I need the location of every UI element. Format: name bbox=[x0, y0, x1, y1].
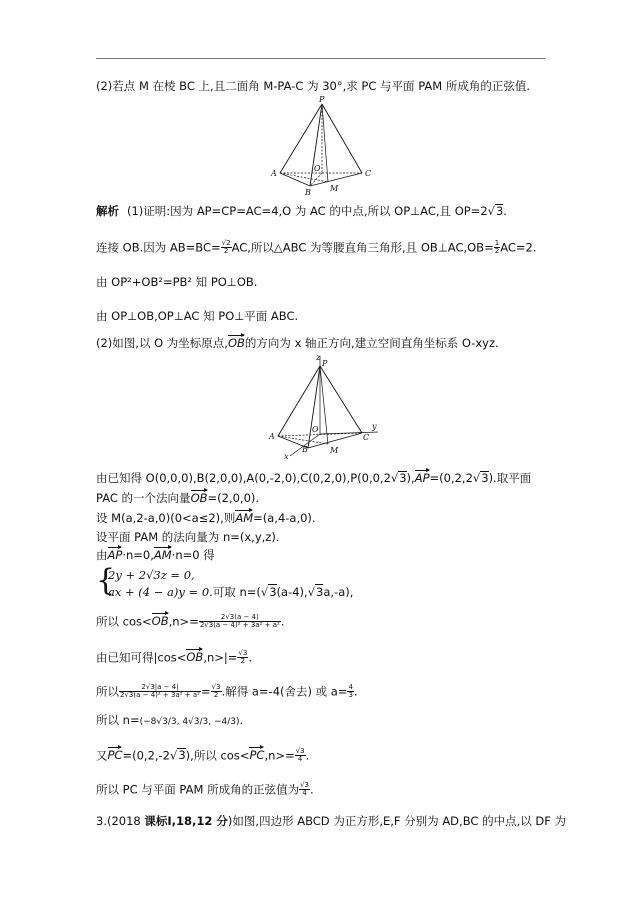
line-answer: 所以 PC 与平面 PAM 所成角的正弦值为 $\frac{√3}{4}$ . bbox=[96, 781, 314, 798]
line-pythagoras: 由 OP²+OB²=PB² 知 PO⊥OB. bbox=[96, 275, 258, 289]
label-o: O bbox=[312, 425, 319, 434]
label-z: z bbox=[316, 353, 321, 362]
fraction: $\frac{2√3|a - 4|}{\text{2√3(a − 4)² + 3a² + a²}}$ bbox=[120, 683, 200, 700]
edge-ab bbox=[280, 173, 310, 186]
fraction: $\frac{√3}{2}$ bbox=[211, 683, 221, 700]
edge-am bbox=[278, 436, 328, 444]
fraction: $\frac{√2}{2}$ bbox=[221, 239, 231, 256]
header-rule bbox=[96, 58, 545, 59]
label-y: y bbox=[372, 422, 377, 431]
line-known-cos: 由已知可得|cos<OB,n>|= $\frac{√3}{2}$ . bbox=[96, 649, 252, 666]
label-c: C bbox=[365, 169, 372, 178]
pyramid-figure-1 bbox=[268, 96, 378, 196]
line-set-m: 设 M(a,2-a,0)(0<a≤2),则AM=(a,4-a,0). bbox=[96, 511, 316, 525]
edge-pc bbox=[322, 104, 362, 173]
edge-pa bbox=[280, 104, 322, 173]
edge-pm bbox=[322, 104, 328, 182]
solution-label: 解析 bbox=[96, 204, 119, 218]
label-c: C bbox=[363, 433, 370, 442]
line-pac-normal: PAC 的一个法向量OB=(2,0,0). bbox=[96, 491, 260, 505]
line-coordinate-system: (2)如图,以 O 为坐标原点,OB的方向为 x 轴正方向,建立空间直角坐标系 O-xyz. bbox=[96, 336, 499, 350]
edge-pc bbox=[320, 366, 362, 433]
fraction: $\frac{2√3(a - 4)}{\text{2√3(a − 4)² + 3a² + a²}}$ bbox=[199, 613, 280, 630]
solution-part-1: 解析 (1)证明:因为 AP=CP=AC=4,O 为 AC 的中点,所以 OP⊥AC,且 OP=2√3. bbox=[96, 204, 507, 218]
fraction: $\frac{1}{2}$ bbox=[494, 239, 500, 256]
label-o: O bbox=[314, 164, 321, 173]
label-x: x bbox=[284, 452, 289, 460]
line-perpendicular: 由 OP⊥OB,OP⊥AC 知 PO⊥平面 ABC. bbox=[96, 309, 299, 323]
fraction: $\frac{√3}{2}$ bbox=[238, 649, 248, 666]
fraction: $\frac{√3}{4}$ bbox=[300, 781, 309, 798]
label-a: A bbox=[271, 169, 277, 178]
next-question: 3.(2018 课标Ⅰ,18,12 分)如图,四边形 ABCD 为正方形,E,F 分别为 AD,BC 的中点,以 DF 为 bbox=[96, 814, 567, 828]
label-a: A bbox=[269, 432, 275, 441]
line-normal-vector: 设平面 PAM 的法向量为 n=(x,y,z). bbox=[96, 530, 280, 544]
edge-pb bbox=[310, 104, 322, 186]
line-dot-product: 由AP·n=0,AM·n=0 得 bbox=[96, 548, 215, 562]
system-eq-2: ax + (4 − a)y = 0.可取 n=(√3(a-4),√3a,-a), bbox=[108, 585, 354, 599]
pyramid-figure-2 bbox=[268, 352, 383, 460]
label-b: B bbox=[305, 188, 311, 196]
fraction: $\frac{4}{3}$ bbox=[348, 683, 353, 700]
line-cos-expression: 所以 cos<OB,n>= $\frac{2√3(a - 4)}{\text{2√3(a − 4)² + 3a² + a²}}$ . bbox=[96, 613, 285, 630]
label-p: P bbox=[322, 359, 328, 368]
line-pc-cos: 又PC=(0,2,-2√3),所以 cos<PC,n>= $\frac{√3}{4}$ . bbox=[96, 747, 310, 764]
question-part-2: (2)若点 M 在棱 BC 上,且二面角 M-PA-C 为 30°,求 PC 与平面 PAM 所成角的正弦值. bbox=[96, 79, 531, 93]
line-n-value: 所以 n=(−8√3/3, 4√3/3, −4/3). bbox=[96, 713, 244, 727]
line-solve-a: 所以 $\frac{2√3|a - 4|}{\text{2√3(a − 4)² + 3a² + a²}}$ = $\frac{√3}{2}$ .解得 a=-4(舍去) 或 a= $\frac{4}{3}$ . bbox=[96, 683, 358, 700]
line-connect-ob: 连接 OB.因为 AB=BC= $\frac{√2}{2}$ AC,所以△ABC 为等腰直角三角形,且 OB⊥AC,OB= $\frac{1}{2}$ AC=2. bbox=[96, 239, 537, 256]
edge-pm bbox=[320, 366, 328, 444]
label-p: P bbox=[319, 96, 325, 104]
label-m: M bbox=[330, 446, 339, 455]
system-eq-1: 2y + 2√3z = 0, bbox=[108, 568, 195, 582]
fraction: $\frac{√3}{4}$ bbox=[295, 747, 305, 764]
label-m: M bbox=[330, 184, 339, 193]
label-b: B bbox=[302, 445, 308, 454]
line-given-coords: 由已知得 O(0,0,0),B(2,0,0),A(0,-2,0),C(0,2,0),P(0,0,2√3),AP=(0,2,2√3).取平面 bbox=[96, 471, 532, 485]
system-brace: { bbox=[96, 563, 116, 598]
